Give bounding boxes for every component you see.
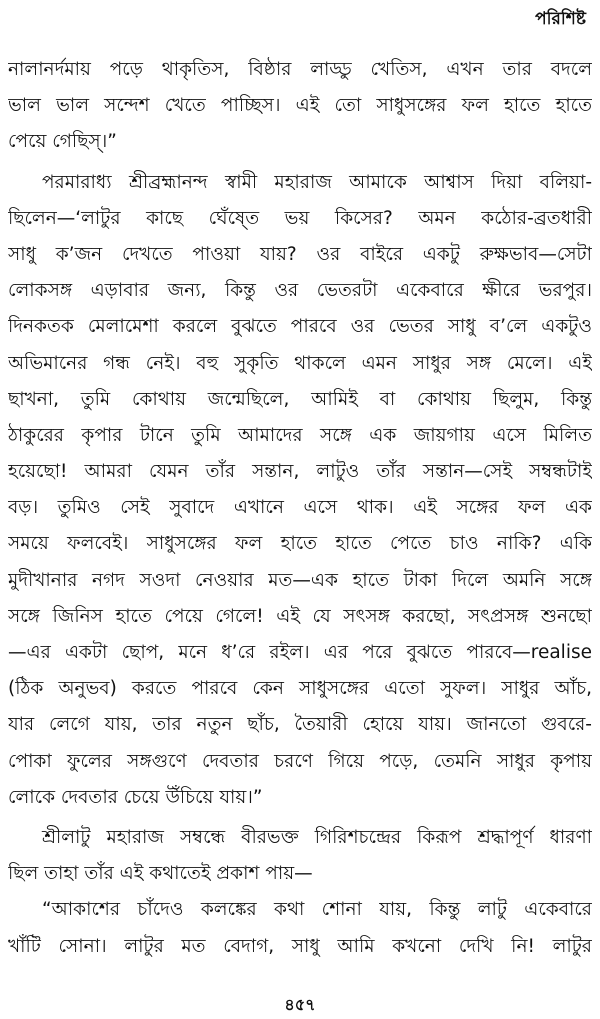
text-line: যার লেগে যায়, তার নতুন ছাঁচ, তৈয়ারী হোয়ে যায়। জানতো গুবরে- xyxy=(8,714,592,736)
text-line: ছিলেন—‘লাটুর কাছে ঘেঁষ্তে ভয় কিসের? অমন কঠোর-ব্রতধারী xyxy=(8,207,592,229)
text-line: অভিমানের গন্ধ নেই। বহু সুকৃতি থাকলে এমন সাধুর সঙ্গ মেলে। এই xyxy=(8,352,592,374)
running-header: পরিশিষ্ট xyxy=(535,9,586,29)
text-line: (ঠিক অনুভব) করতে পারবে কেন সাধুসঙ্গের এতো সুফল। সাধুর আঁচ, xyxy=(8,678,592,700)
text-line: শ্রীলাটু মহারাজ সম্বন্ধে বীরভক্ত গিরিশচন্দ্রের কিরূপ শ্রদ্ধাপূর্ণ ধারণা xyxy=(42,826,592,848)
text-line: দিনকতক মেলামেশা করলে বুঝতে পারবে ওর ভেতর সাধু ব’লে একটুও xyxy=(8,316,592,338)
text-line: ছিল তাহা তাঁর এই কথাতেই প্রকাশ পায়— xyxy=(8,863,313,885)
text-line: খাঁটি সোনা। লাটুর মত বেদাগ, সাধু আমি কখনো দেখি নি! লাটুর xyxy=(8,935,592,957)
page-number: ৪৫৭ xyxy=(284,995,316,1014)
text-line: সঙ্গে জিনিস হাতে পেয়ে গেলে! এই যে সৎসঙ্গ করছো, সৎপ্রসঙ্গ শুনছো xyxy=(8,605,592,627)
text-line: পরমারাধ্য শ্রীব্রহ্মানন্দ স্বামী মহারাজ আমাকে আশ্বাস দিয়া বলিয়া- xyxy=(42,171,592,193)
text-line: পেয়ে গেছিস্।” xyxy=(8,131,117,153)
body-text xyxy=(8,52,592,965)
text-line: লোকসঙ্গ এড়াবার জন্য, কিন্তু ওর ভেতরটা একেবারে ক্ষীরে ভরপুর। xyxy=(8,280,592,302)
text-line: ছাখনা, তুমি কোথায় জন্মেছিলে, আমিই বা কোথায় ছিলুম, কিন্তু xyxy=(8,388,592,410)
text-line: লোকে দেবতার চেয়ে উঁচিয়ে যায়।” xyxy=(8,786,263,808)
text-line: ভাল ভাল সন্দেশ খেতে পাচ্ছিস। এই তো সাধুসঙ্গের ফল হাতে হাতে xyxy=(8,95,592,117)
text-line: বড়। তুমিও সেই সুবাদে এখানে এসে থাক। এই সঙ্গের ফল এক xyxy=(8,497,592,519)
text-line: নালানর্দমায় পড়ে থাকৃতিস, বিষ্ঠার লাড্ডু খেতিস, এখন তার বদলে xyxy=(8,59,592,80)
text-line: ঠাকুরের কৃপার টানে তুমি আমাদের সঙ্গে এক জায়গায় এসে মিলিত xyxy=(8,424,592,446)
text-line: হয়েছো! আমরা যেমন তাঁর সন্তান, লাটুও তাঁর সন্তান—সেই সম্বন্ধটাই xyxy=(8,461,592,483)
text-line: “আকাশের চাঁদেও কলঙ্কের কথা শোনা যায়, কিন্তু লাটু একেবারে xyxy=(42,899,592,921)
text-line: মুদীখানার নগদ সওদা নেওয়ার মত—এক হাতে টাকা দিলে অমনি সঙ্গে xyxy=(8,569,592,591)
text-line: পোকা ফুলের সঙ্গগুণে দেবতার চরণে গিয়ে পড়ে, তেমনি সাধুর কৃপায় xyxy=(8,750,592,772)
text-line: সাধু ক’জন দেখতে পাওয়া যায়? ওর বাইরে একটু রুক্ষভাব—সেটা xyxy=(8,243,592,265)
text-line: —এর একটা ছোপ, মনে ধ’রে রইল। এর পরে বুঝতে পারবে—realise xyxy=(8,642,592,663)
text-line: সময়ে ফলবেই। সাধুসঙ্গের ফল হাতে হাতে পেতে চাও নাকি? একি xyxy=(8,533,592,555)
